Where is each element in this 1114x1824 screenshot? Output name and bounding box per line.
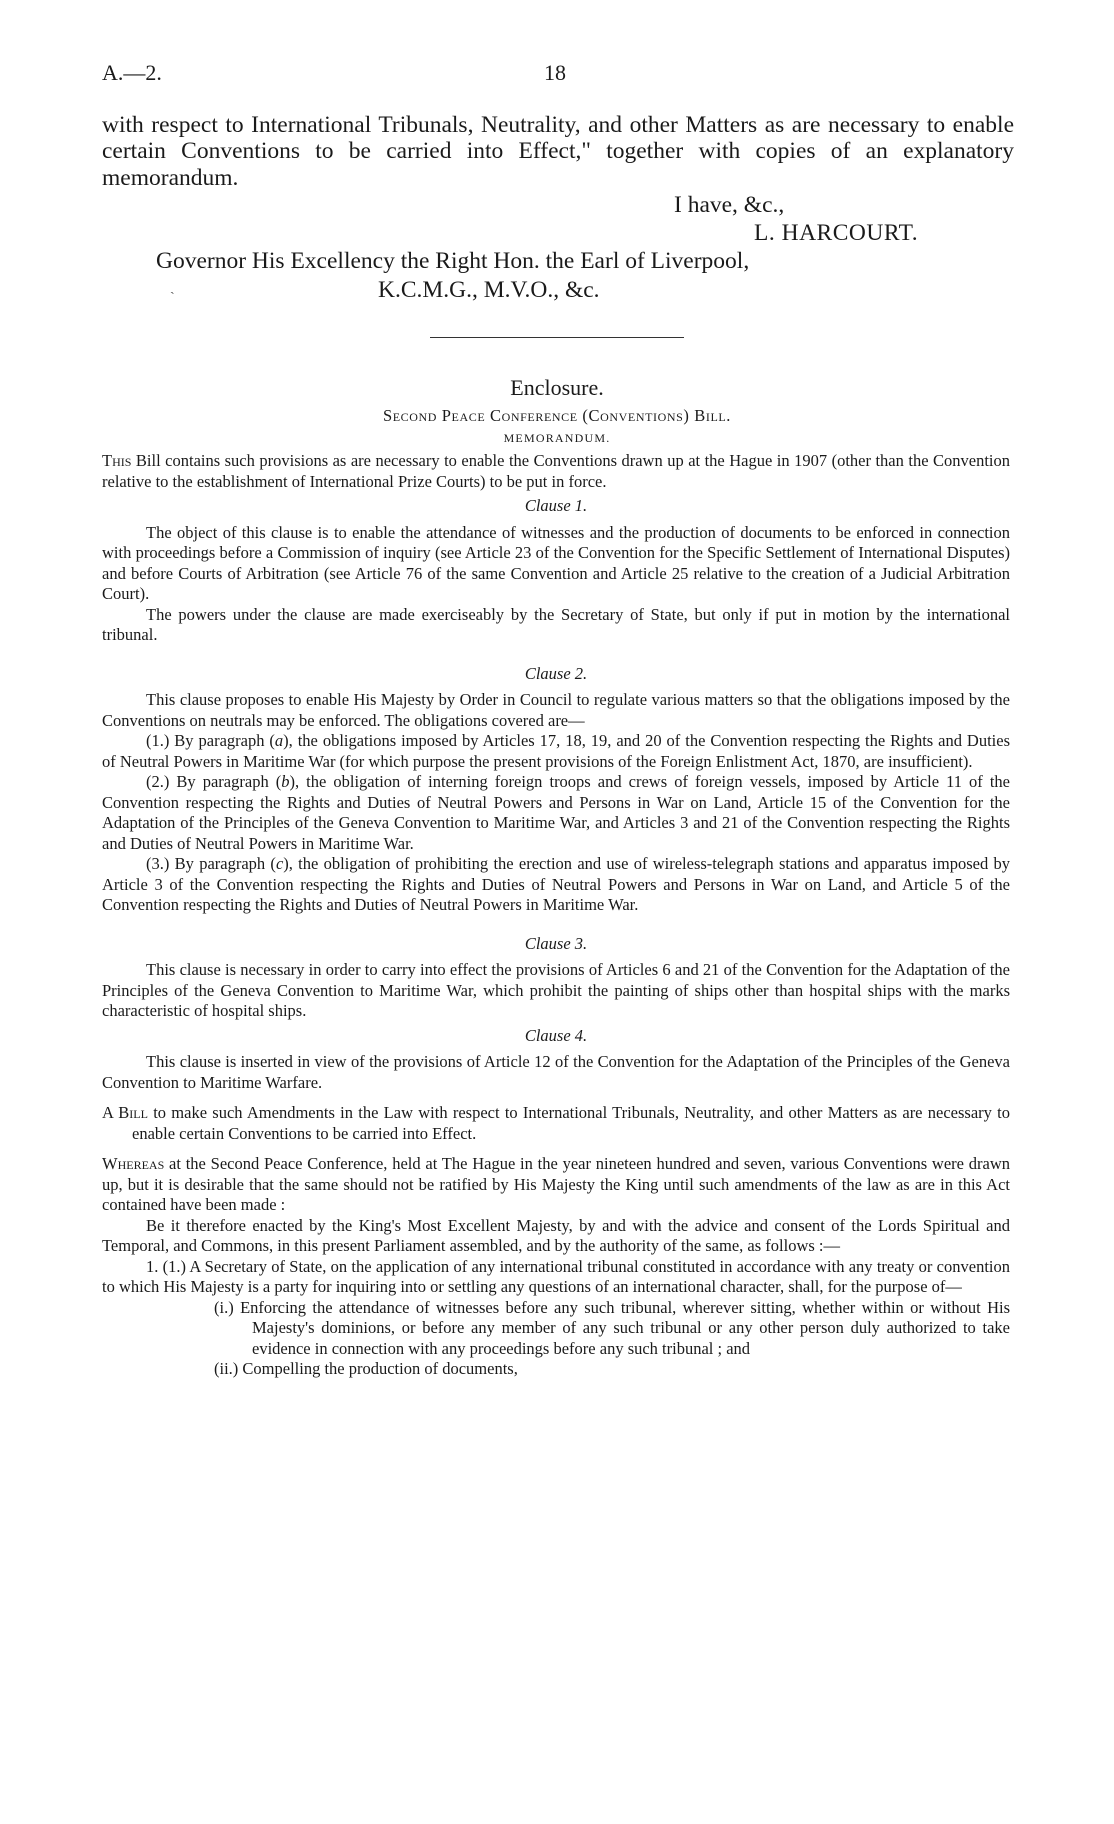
document-reference: A.—2. [102,60,162,85]
clause-2-heading: Clause 2. [524,663,588,683]
letter-intro-text: with respect to International Tribunals, Neutrality, and other Matters as are necessary to enable certain Conventions to be carried into Effect," together with copies of an explanatory memorandum. [102,112,1014,191]
section-divider [430,337,684,338]
item-1-text-b: ), the obligations imposed by Articles 17, 18, 19, and 20 of the Convention respecting the Rights and Duties of Neutral Powers in Maritime War (for which purpose the present provisions of the Foreign Enlistment Act, 1870, are insufficient). [102,731,1010,771]
clause-4-heading: Clause 4. [524,1025,588,1045]
memorandum-intro [102,451,1010,492]
memorandum-intro-text: Bill contains such provisions as are necessary to enable the Conventions drawn up at the Hague in 1907 (other than the Convention relative to the establishment of International Prize Courts) to be put in force. [102,451,1011,491]
letter-closing: I have, &c., [674,192,785,218]
item-1-text-a: (1.) By paragraph ( [146,731,275,750]
item-2-letter: b [281,772,290,791]
bill-preamble [102,1154,1010,1216]
clause-3-heading: Clause 3. [524,933,588,953]
clause-2-item-3 [102,854,1010,916]
memorandum-body [102,451,1010,1380]
whereas-text: at the Second Peace Conference, held at The Hague in the year nineteen hundred and seven, various Conventions were drawn up, but it is desirable that the same should not be ratified by His Majesty the King until such amendments of the law as are in this Act contained have been made : [102,1154,1010,1214]
clause-2-item-2 [102,772,1010,854]
addressee-line-1: Governor His Excellency the Right Hon. the Earl of Liverpool, [156,248,750,274]
bill-title-lead: A Bill [102,1103,148,1122]
clause-2-item-1 [102,731,1010,772]
item-2-text-a: (2.) By paragraph ( [146,772,282,791]
memorandum-intro-lead: This [102,451,132,470]
bill-title-rest: to make such Amendments in the Law with respect to International Tribunals, Neutrality, and other Matters as are necessary to enable certain Conventions to be carried into Effect. [132,1103,1011,1143]
clause-4-paragraph-1: This clause is inserted in view of the provisions of Article 12 of the Convention for the Adaptation of the Principles of the Geneva Convention to Maritime Warfare. [102,1052,1010,1092]
memorandum-label: MEMORANDUM. [503,431,611,445]
item-3-text-b: ), the obligation of prohibiting the erection and use of wireless-telegraph stations and apparatus imposed by Article 3 of the Convention respecting the Rights and Duties of Neutral Powers and Persons in War on Land, and Article 5 of the Convention respecting the Rights and Duties of Neutral Powers in Maritime War. [102,854,1010,914]
section-1: 1. (1.) A Secretary of State, on the application of any international tribunal constituted in accordance with any treaty or convention to which His Majesty is a party for inquiring into or settling any questions of an international character, shall, for the purpose of— [102,1256,1010,1296]
bill-title: Second Peace Conference (Conventions) Bill. [382,406,732,425]
enclosure-title: Enclosure. [510,375,604,400]
item-2-text-b: ), the obligation of interning foreign troops and crews of foreign vessels, imposed by Article 11 of the Convention respecting the Rights and Duties of Neutral Powers and Persons in War on Land, Article 15 of the Convention for the Adaptation of the Principles of the Geneva Convention to Maritime War, and Articles 3 and 21 of the Convention respecting the Rights and Duties of Neutral Powers in Maritime War. [102,772,1010,853]
addressee-line-2: K.C.M.G., M.V.O., &c. [378,277,600,303]
clause-1-heading: Clause 1. [524,496,588,515]
bill-long-title [102,1103,1010,1144]
clause-1-paragraph-1: The object of this clause is to enable the attendance of witnesses and the production of documents to be enforced in connection with proceedings before a Commission of inquiry (see Article 23 of the Convention for the Specific Settlement of International Disputes) and before Courts of Arbitration (see Article 76 of the same Convention and Article 25 relative to the creation of a Judicial Arbitration Court). [102,522,1010,603]
whereas-lead: Whereas [102,1154,165,1173]
item-1-letter: a [274,731,284,750]
stray-mark: ˏ [170,280,175,295]
clause-3-paragraph-1: This clause is necessary in order to carry into effect the provisions of Articles 6 and 21 of the Convention for the Adaptation of the Principles of the Geneva Convention to Maritime War, which prohibit the painting of ships other than hospital ships with the marks characteristic of hospital ships. [102,960,1010,1020]
letter-signature: L. HARCOURT. [754,220,919,246]
item-3-letter: c [275,854,284,873]
page-number: 18 [544,60,566,85]
clause-1-paragraph-2: The powers under the clause are made exerciseably by the Secretary of State, but only if put in motion by the international tribunal. [102,604,1010,644]
section-1-item-ii: (ii.) Compelling the production of documents, [214,1359,518,1378]
section-1-item-i: (i.) Enforcing the attendance of witnesses before any such tribunal, wherever sitting, whether within or without His Majesty's dominions, or before any member of any such tribunal or any other person duly authorized to take evidence in connection with any proceedings before any such tribunal ; and [214,1297,1010,1358]
letter-intro [102,112,1014,191]
enacting-formula: Be it therefore enacted by the King's Most Excellent Majesty, by and with the advice and consent of the Lords Spiritual and Temporal, and Commons, in this present Parliament assembled, and by the authority of the same, as follows :— [102,1215,1010,1255]
clause-2-paragraph-1: This clause proposes to enable His Majesty by Order in Council to regulate various matters so that the obligations imposed by the Conventions on neutrals may be enforced. The obligations covered are— [102,690,1010,730]
item-3-text-a: (3.) By paragraph ( [146,854,276,873]
